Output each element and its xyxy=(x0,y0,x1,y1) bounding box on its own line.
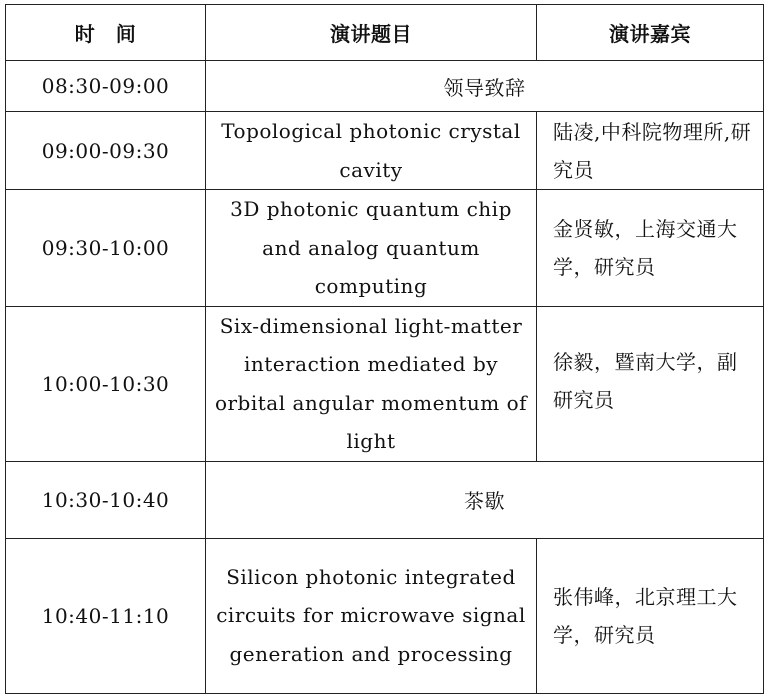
table-row xyxy=(6,306,764,461)
header-row xyxy=(6,5,764,61)
table-row xyxy=(6,461,764,538)
schedule-table xyxy=(5,4,764,694)
table-row xyxy=(6,538,764,693)
time-cell: 09:00-09:30 xyxy=(6,112,206,190)
time-cell: 08:30-09:00 xyxy=(6,61,206,112)
header-title: 演讲题目 xyxy=(206,5,537,61)
time-cell: 10:30-10:40 xyxy=(6,461,206,538)
speaker-cell: 陆凌,中科院物理所,研究员 xyxy=(537,112,764,190)
table-row xyxy=(6,112,764,190)
opening-remarks-cell: 领导致辞 xyxy=(206,61,764,112)
header-time: 时 间 xyxy=(6,5,206,61)
talk-title-cell: Silicon photonic integrated circuits for microwave signal generation and processing xyxy=(206,538,537,693)
talk-title-cell: Six-dimensional light-matter interaction mediated by orbital angular momentum of light xyxy=(206,306,537,461)
time-cell: 10:40-11:10 xyxy=(6,538,206,693)
tea-break-cell: 茶歇 xyxy=(206,461,764,538)
speaker-cell: 金贤敏，上海交通大学，研究员 xyxy=(537,190,764,307)
talk-title-cell: Topological photonic crystal cavity xyxy=(206,112,537,190)
table-row xyxy=(6,61,764,112)
time-cell: 09:30-10:00 xyxy=(6,190,206,307)
speaker-cell: 张伟峰，北京理工大学，研究员 xyxy=(537,538,764,693)
header-speaker: 演讲嘉宾 xyxy=(537,5,764,61)
speaker-cell: 徐毅，暨南大学，副研究员 xyxy=(537,306,764,461)
talk-title-cell: 3D photonic quantum chip and analog quantum computing xyxy=(206,190,537,307)
time-cell: 10:00-10:30 xyxy=(6,306,206,461)
table-row xyxy=(6,190,764,307)
